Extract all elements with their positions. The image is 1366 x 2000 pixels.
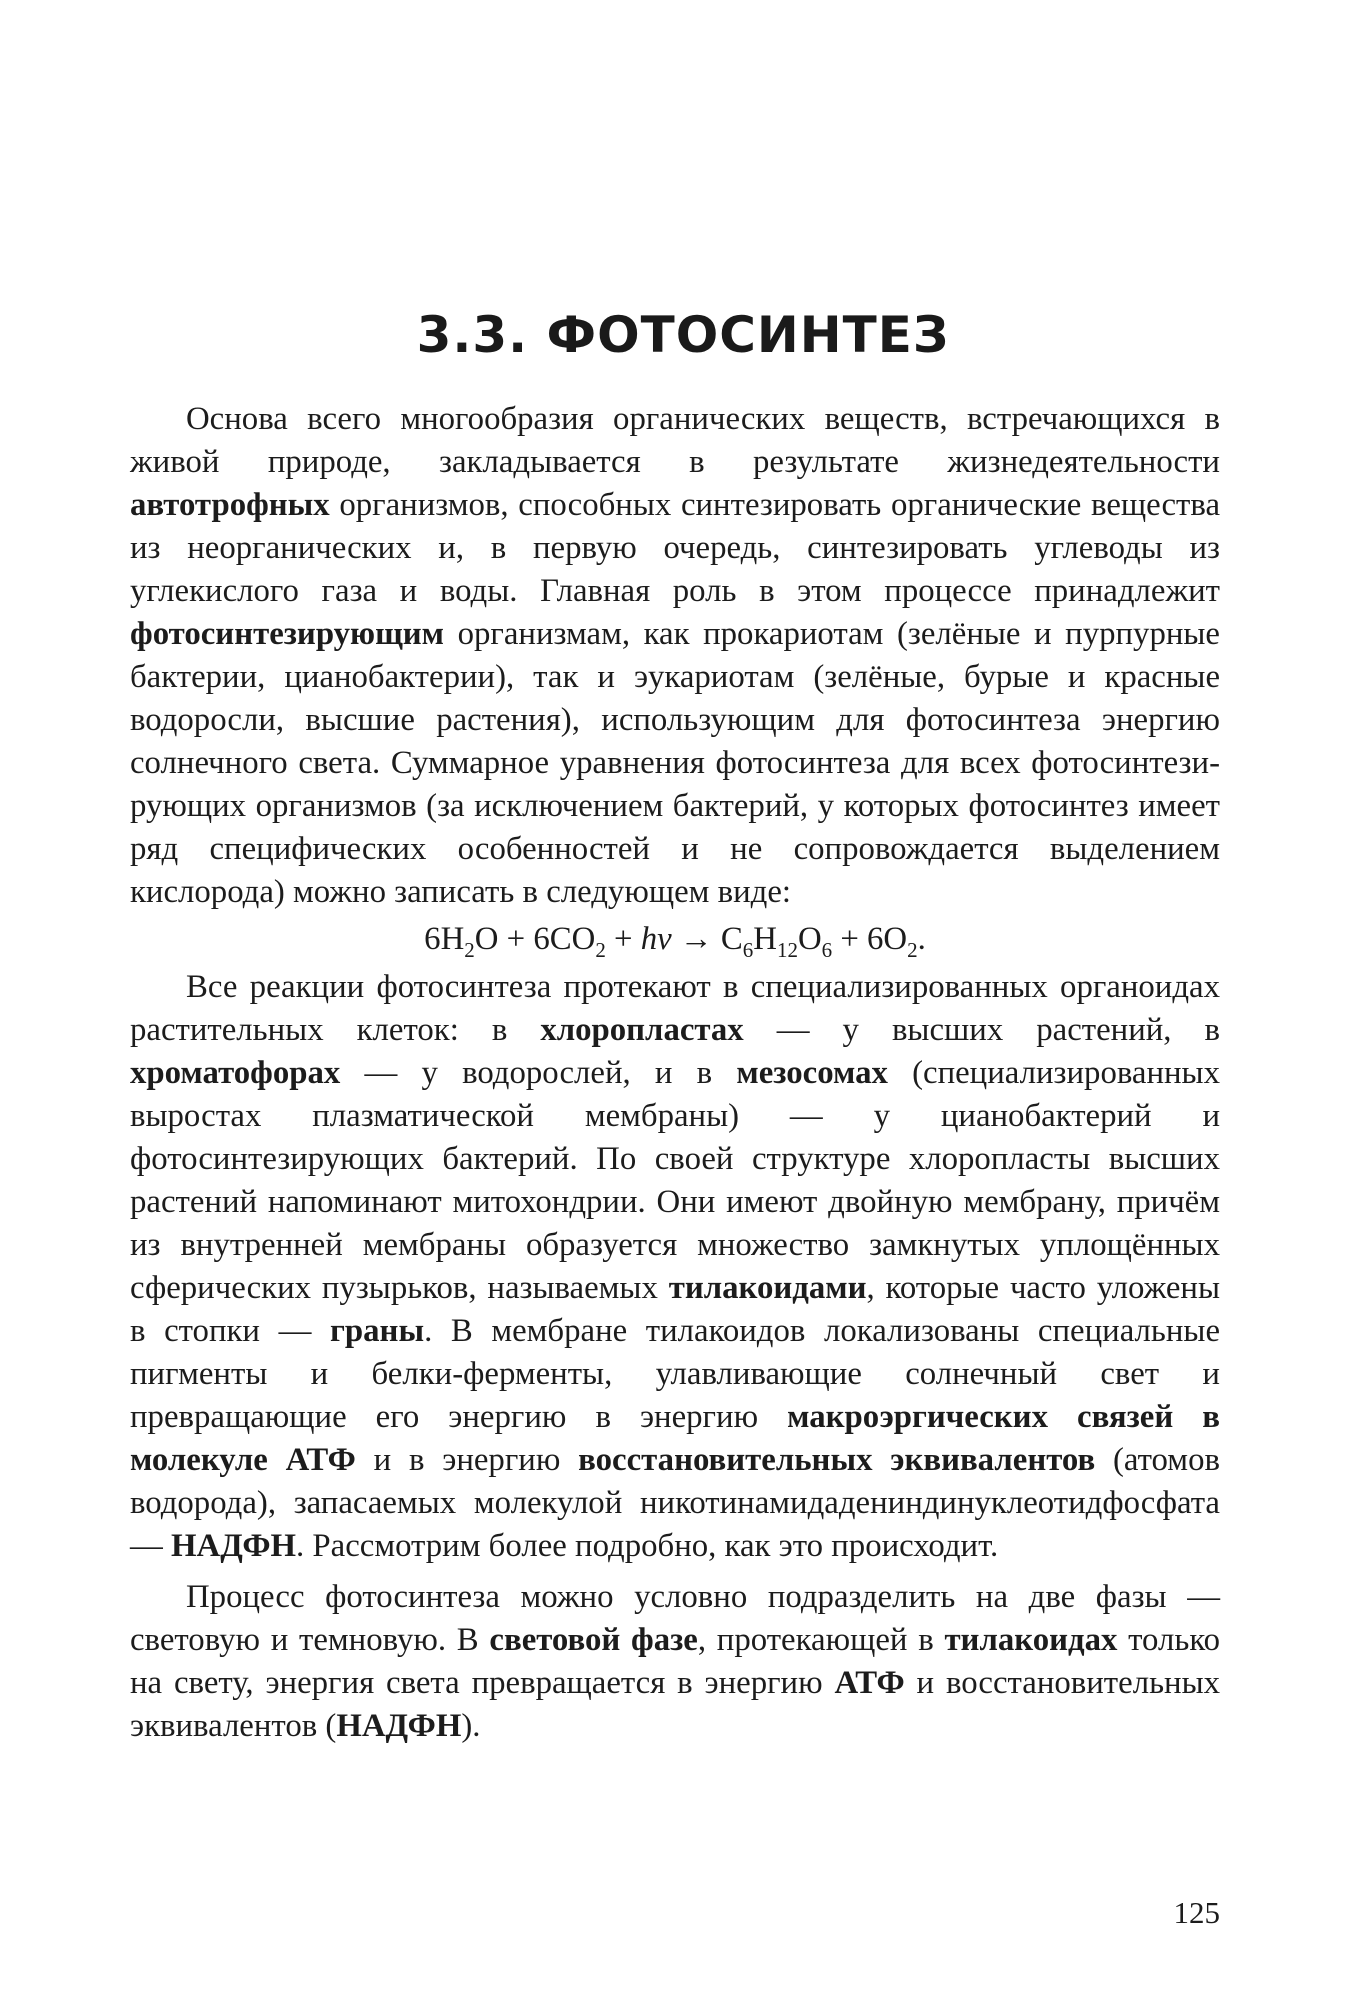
text-run: ). bbox=[461, 1708, 481, 1744]
text-run: (специализированных выростах плазматической мембраны) — у цианобактерий и фотосинтезирующих бактерий. По своей структуре хлоропласты высших растений напоминают митохондрии. Они имеют двойную мембрану, причём из внутренней мембраны образуется множество замкнутых уплощённых сферических пузырьков, называемых bbox=[130, 1055, 1220, 1306]
paragraph-intro bbox=[130, 398, 1220, 914]
equation-subscript: 12 bbox=[776, 938, 798, 962]
text-run: (атомов водорода), запасаемых молекулой никотинамидадениндинуклеотидфосфата — bbox=[130, 1442, 1220, 1564]
paragraph-phases bbox=[130, 1576, 1220, 1748]
term-thylakoids-2: тилакоидах bbox=[944, 1622, 1118, 1658]
photosynthesis-equation bbox=[130, 916, 1220, 962]
term-mesosomes: мезосомах bbox=[736, 1055, 888, 1091]
text-run: Основа всего многообразия органических веществ, встречающихся в живой природе, закладывается в результате жизнедеятельности bbox=[130, 401, 1220, 480]
paragraph-organelles bbox=[130, 966, 1220, 1568]
text-run: — у водорослей, и в bbox=[340, 1055, 737, 1091]
page-number: 125 bbox=[1173, 1895, 1220, 1930]
equation-subscript: 6 bbox=[821, 938, 833, 962]
term-grana: граны bbox=[330, 1313, 425, 1349]
text-run: . Рассмотрим более подробно, как это происходит. bbox=[296, 1528, 999, 1564]
term-nadph: НАДФН bbox=[171, 1528, 297, 1564]
term-reducing-equivalents: восстановительных эквивалентов bbox=[578, 1442, 1096, 1478]
text-run: . В мембране тилакоидов локализованы специальные пигменты и белки-ферменты, улавливающие солнечный свет и превращающие его энергию в энергию bbox=[130, 1313, 1221, 1435]
text-run: и восстановительных эквивалентов ( bbox=[130, 1665, 1221, 1744]
equation-part: O + 6CO bbox=[474, 921, 596, 957]
equation-light-energy: hv bbox=[640, 921, 672, 957]
equation-part: O bbox=[797, 921, 822, 957]
text-run: — у высших растений, в bbox=[743, 1012, 1220, 1048]
term-photosynthesizing: фотосинтезирующим bbox=[130, 616, 445, 652]
text-run: , протекающей в bbox=[697, 1622, 945, 1658]
text-run: организмов, способных синтезировать органические вещества из неорганических и, в первую очередь, синтезировать углеводы из углекислого газа и воды. Главная роль в этом процессе принадлежит bbox=[130, 487, 1220, 609]
term-chromatophores: хроматофорах bbox=[130, 1055, 341, 1091]
body-text bbox=[130, 398, 1220, 1748]
text-run: и в энергию bbox=[355, 1442, 579, 1478]
text-run: организмам, как прокариотам (зелёные и пурпурные бактерии, цианобактерии), так и эукариотам (зелёные, бурые и красные водоросли, высшие растения), использующим для фотосинтеза энергию солнечного света. Суммарное уравнения фотосинтеза для всех фотосинтезирующих организмов (за исключением бактерий, у которых фотосинтез имеет ряд специфических особенностей и не сопровождается выделением кислорода) можно записать в следующем виде: bbox=[130, 616, 1220, 910]
text-run: Процесс фотосинтеза можно условно подразделить на две фазы — световую и темновую. В bbox=[130, 1579, 1220, 1658]
equation-part: + bbox=[605, 921, 641, 957]
equation-part: . bbox=[917, 921, 926, 957]
equation-arrow: → C bbox=[671, 921, 743, 957]
term-atp-bonds: макроэргических связей в молекуле АТФ bbox=[130, 1399, 1220, 1478]
text-run: Все реакции фотосинтеза протекают в специализированных органоидах растительных клеток: в bbox=[130, 969, 1220, 1048]
equation-subscript: 2 bbox=[907, 938, 918, 962]
equation-subscript: 2 bbox=[464, 938, 475, 962]
term-light-phase: световой фазе bbox=[489, 1622, 698, 1658]
term-nadph-2: НАДФН bbox=[336, 1708, 462, 1744]
term-autotrophic: автотрофных bbox=[130, 487, 330, 523]
equation-subscript: 2 bbox=[595, 938, 606, 962]
equation-part: 6H bbox=[424, 921, 465, 957]
text-run: , которые часто уложены в стопки — bbox=[130, 1270, 1220, 1349]
term-atp: АТФ bbox=[834, 1665, 905, 1701]
equation-part: + 6O bbox=[832, 921, 908, 957]
term-chloroplasts: хлоропластах bbox=[540, 1012, 744, 1048]
term-thylakoids: тилакоидами bbox=[668, 1270, 867, 1306]
equation-subscript: 6 bbox=[742, 938, 754, 962]
equation-part: H bbox=[753, 921, 777, 957]
section-title: 3.3. ФОТОСИНТЕЗ bbox=[416, 306, 950, 364]
text-run: только на свету, энергия света превращается в энергию bbox=[130, 1622, 1220, 1701]
